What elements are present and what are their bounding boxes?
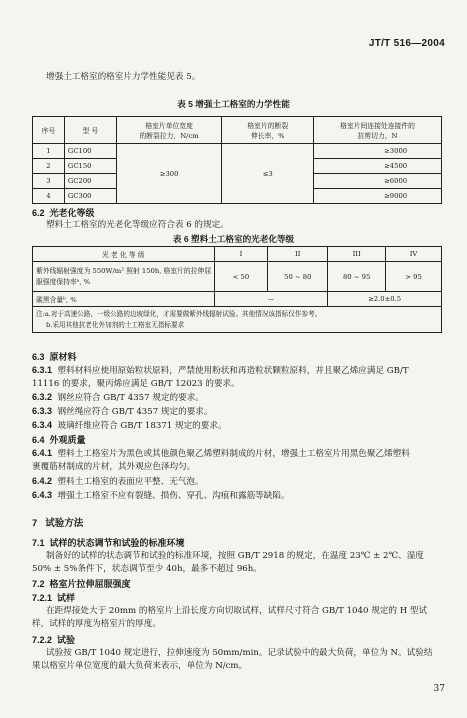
t6-uv-label: 紫外线辐射强度为 550W/m² 照射 150h, 格室片的拉伸屈服强度保持率ᵃ, %	[33, 262, 215, 292]
t5-cell-elongation: ≤3	[222, 144, 314, 204]
table5-intro: 增强土工格室的格室片力学性能见表 5。	[46, 72, 201, 82]
t5-cell-shear: ≥6000	[314, 174, 442, 189]
t5-cell-no: 1	[33, 144, 65, 159]
t6-carbon-value-1: —	[214, 292, 328, 307]
t6-uv-value-1: < 50	[214, 262, 268, 292]
t5-cell-model: GC300	[64, 189, 116, 204]
t6-carbon-value-2: ≥2.0±0.5	[328, 292, 442, 307]
section-7-2-1-heading: 7.2.1 试样	[32, 593, 76, 603]
t5-cell-model: GC150	[64, 159, 116, 174]
table6	[32, 246, 442, 333]
t6-grade-2: II	[268, 247, 328, 262]
t5-cell-no: 4	[33, 189, 65, 204]
page-number: 37	[433, 684, 445, 694]
t6-grade-4: IV	[386, 247, 442, 262]
section-6-3-2: 6.3.2 钢丝应符合 GB/T 4357 规定的要求。	[32, 392, 204, 403]
t6-carbon-label: 碳黑含量ᵇ, %	[33, 292, 215, 307]
section-6-4-2: 6.4.2 塑料土工格室的表面应平整、无气泡。	[32, 476, 204, 487]
t5-cell-model: GC100	[64, 144, 116, 159]
t5-cell-no: 2	[33, 159, 65, 174]
t5-cell-no: 3	[33, 174, 65, 189]
t5-cell-tensile: ≥300	[116, 144, 222, 204]
t6-grade-3: III	[328, 247, 386, 262]
table6-caption: 表 6 塑料土工格室的光老化等级	[172, 234, 295, 244]
t6-notes	[33, 307, 442, 333]
t5-header-elongation: 格室片的断裂 伸长率，%	[222, 117, 314, 144]
t6-uv-value-3: 80 ~ 95	[328, 262, 386, 292]
section-7-heading: 7 试验方法	[32, 518, 84, 529]
table5	[32, 116, 442, 204]
section-6-4-3: 6.4.3 增强土工格室不应有裂缝、损伤、穿孔、沟痕和露筋等缺陷。	[32, 490, 290, 501]
section-6-3-4: 6.3.4 玻璃纤维应符合 GB/T 18371 规定的要求。	[32, 420, 227, 431]
t5-header-no: 序号	[33, 117, 65, 144]
document-code: JT/T 516—2004	[368, 38, 445, 49]
t5-header-shear: 格室片间连接处连接件的 抗剪切力，N	[314, 117, 442, 144]
t6-grade-1: I	[214, 247, 268, 262]
section-7-2-1-text: 在距焊接处大于 20mm 的格室片上沿长度方向切取试样，试样尺寸符合 GB/T 1040 规定的 H 型试 样，试样的厚度为格室片的厚度。	[32, 606, 428, 629]
section-6-3-3: 6.3.3 钢丝绳应符合 GB/T 4357 规定的要求。	[32, 406, 213, 417]
t5-cell-shear: ≥3000	[314, 144, 442, 159]
t5-header-tensile: 格室片单位宽度 的断裂拉力，N/cm	[116, 117, 222, 144]
section-6-4-heading: 6.4 外观质量	[32, 435, 86, 445]
table6-intro: 塑料土工格室的光老化等级应符合表 6 的规定。	[46, 220, 229, 230]
t5-cell-shear: ≥9000	[314, 189, 442, 204]
table-row	[33, 144, 442, 159]
t6-uv-value-2: 50 ~ 80	[268, 262, 328, 292]
section-6-2-heading: 6.2 光老化等级	[32, 208, 95, 218]
table5-caption: 表 5 增强土工格室的力学性能	[177, 99, 290, 109]
t6-note-a: 注:a.对于高速公路、一级公路的边坡绿化，才需要做紫外线辐射试验。其他情况该指标仅作参考。	[36, 309, 322, 318]
t5-cell-shear: ≥4500	[314, 159, 442, 174]
t6-uv-value-4: > 95	[386, 262, 442, 292]
section-6-3-heading: 6.3 原材料	[32, 352, 77, 362]
section-7-1-heading: 7.1 试样的状态调节和试验的标准环境	[32, 538, 185, 548]
t5-header-model: 型 号	[64, 117, 116, 144]
section-6-3-1: 6.3.1 塑料材料应使用原始粒状原料，严禁使用粉状和再造粒状颗粒原料，并且聚乙烯应满足 GB/T 11116 的要求，聚丙烯应满足 GB/T 12023 的要求。	[32, 365, 409, 389]
table-row	[33, 262, 442, 292]
section-7-2-2-heading: 7.2.2 试验	[32, 635, 76, 645]
section-7-2-heading: 7.2 格室片拉伸屈服强度	[32, 579, 131, 589]
section-7-1-text: 制备好的试样的状态调节和试验的标准环境，按照 GB/T 2918 的规定，在温度 23℃ ± 2℃、湿度 50% ± 5%条件下，状态调节至少 40h，最多不超过 96h。	[32, 551, 424, 574]
section-6-4-1: 6.4.1 塑料土工格室片为黑色或其他颜色聚乙烯塑料制成的片材，增强土工格室片用黑色聚乙烯塑料 裹覆筋材制成的片材，其外观应色泽均匀。	[32, 448, 410, 472]
t6-header-label: 光 老 化 等 级	[33, 247, 215, 262]
table-row	[33, 292, 442, 307]
section-7-2-2-text: 试验按 GB/T 1040 规定进行，拉伸速度为 50mm/min。记录试验中的最大负荷，单位为 N。试验结 果以格室片单位宽度的最大负荷来表示，单位为 N/cm。	[32, 648, 433, 671]
t6-note-b: b.采用其他抗老化外加剂的土工格室无指标要求	[46, 320, 185, 329]
t5-cell-model: GC200	[64, 174, 116, 189]
